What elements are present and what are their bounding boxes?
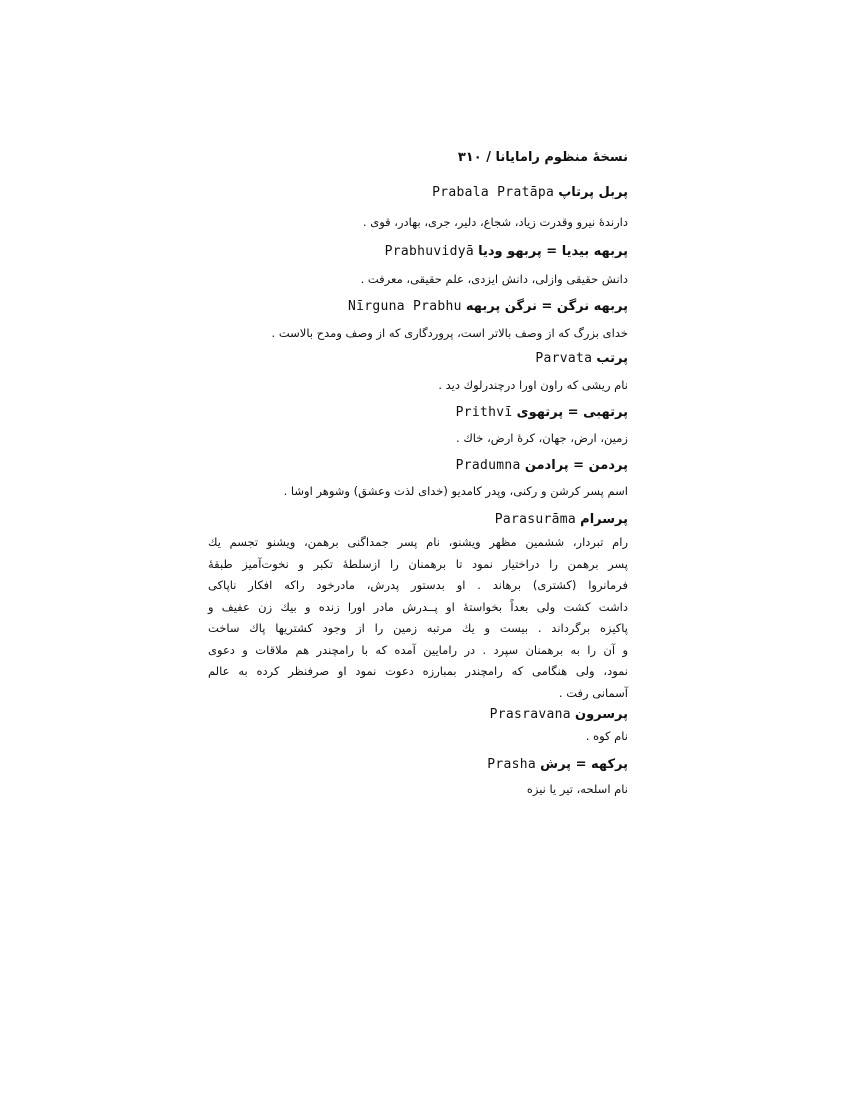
entry-headword xyxy=(495,512,628,527)
entry-headword xyxy=(348,299,628,314)
paragraph-line: پسر برهمن را دراختیار نمود تا برهمنان را ازسلطهٔ تکبر و نخوت‌آمیز طبقهٔ xyxy=(208,556,628,571)
entry-headword xyxy=(456,458,628,473)
headword-persian: پرسرام xyxy=(580,512,628,527)
paragraph-line: آسمانی رفت . xyxy=(558,685,628,700)
paragraph-line: پاکیزه برگرداند . بیست و یك مرتبه زمین را از وجود کشتریها پاك ساخت xyxy=(208,621,628,635)
headword-latin: Prabala Pratāpa xyxy=(432,185,555,200)
headword-persian: پربهه نرگن = نرگن پربهه xyxy=(465,299,628,314)
headword-latin: Prasravana xyxy=(489,707,571,722)
headword-latin: Nīrguna Prabhu xyxy=(347,299,462,314)
entry-definition: دانش حقیقی وازلی، دانش ایزدی، علم حقیقی، معرفت . xyxy=(360,272,628,286)
headword-persian: پرتهبی = پرتهوی xyxy=(516,405,628,420)
entry-definition: دارندهٔ نیرو وقدرت زیاد، شجاع، دلیر، جری، بهادر، قوی . xyxy=(362,215,628,229)
entry-headword xyxy=(535,351,628,366)
headword-persian: پردمن = پرادمن xyxy=(524,458,628,473)
headword-persian: پربهه بیدیا = پربهو ودیا xyxy=(478,244,628,259)
headword-latin: Prabhuvidyā xyxy=(384,244,474,259)
entry-definition: نام کوه . xyxy=(585,729,628,743)
entry-headword xyxy=(490,707,628,722)
headword-latin: Prasha xyxy=(487,757,536,772)
paragraph-line: و آن را به برهمنان سپرد . در رامایین آمده که با رامچندر هم ملاقات و دعوی xyxy=(208,642,628,657)
entry-definition: نام اسلحه، تیر یا نیزه xyxy=(526,782,628,796)
headword-latin: Parasurāma xyxy=(494,512,577,527)
entry-definition: خدای بزرگ که از وصف بالاتر است، پروردگاری که از وصف ومدح بالاست . xyxy=(271,326,628,340)
headword-persian: پربل پرتاپ xyxy=(558,185,628,200)
entry-headword xyxy=(456,405,628,420)
entry-definition: زمین، ارض، جهان، کرهٔ ارض، خاك . xyxy=(456,431,628,445)
entry-definition: اسم پسر کرشن و رکنی، وپدر کامدیو (خدای لذت وعشق) وشوهر اوشا . xyxy=(283,484,628,498)
headword-latin: Prithvī xyxy=(455,405,513,420)
paragraph-line: رام تبردار، ششمین مظهر ویشنو، نام پسر جمداگنی برهمن، ویشنو تجسم یك xyxy=(208,535,628,549)
entry-headword xyxy=(487,757,628,772)
paragraph-line: فرمانروا (کشتری) برهاند . او بدستور پدرش، مادرخود راکه افکار ناپاکی xyxy=(208,578,628,592)
headword-latin: Pradumna xyxy=(455,458,521,473)
paragraph-line: نمود، ولی هنگامی که رامچندر بمبارزه دعوت نمود او صرفنظر کرده به عالم xyxy=(208,664,628,678)
headword-persian: پرکهه = پرش xyxy=(540,757,628,772)
headword-latin: Parvata xyxy=(535,351,593,366)
headword-persian: پرتب xyxy=(596,351,628,366)
headword-persian: پرسرون xyxy=(574,707,628,722)
running-head: نسخهٔ منظوم رامایانا / ۳۱۰ xyxy=(457,150,628,165)
entry-paragraph xyxy=(208,532,628,704)
entry-headword xyxy=(432,185,628,200)
entry-definition: نام ریشی که راون اورا درچندرلوك دید . xyxy=(438,378,628,392)
entry-headword xyxy=(385,244,628,259)
paragraph-line: داشت کشت ولی بعداً بخواستهٔ او پــدرش مادر اورا زنده و بیك زن عفیف و xyxy=(208,599,628,614)
